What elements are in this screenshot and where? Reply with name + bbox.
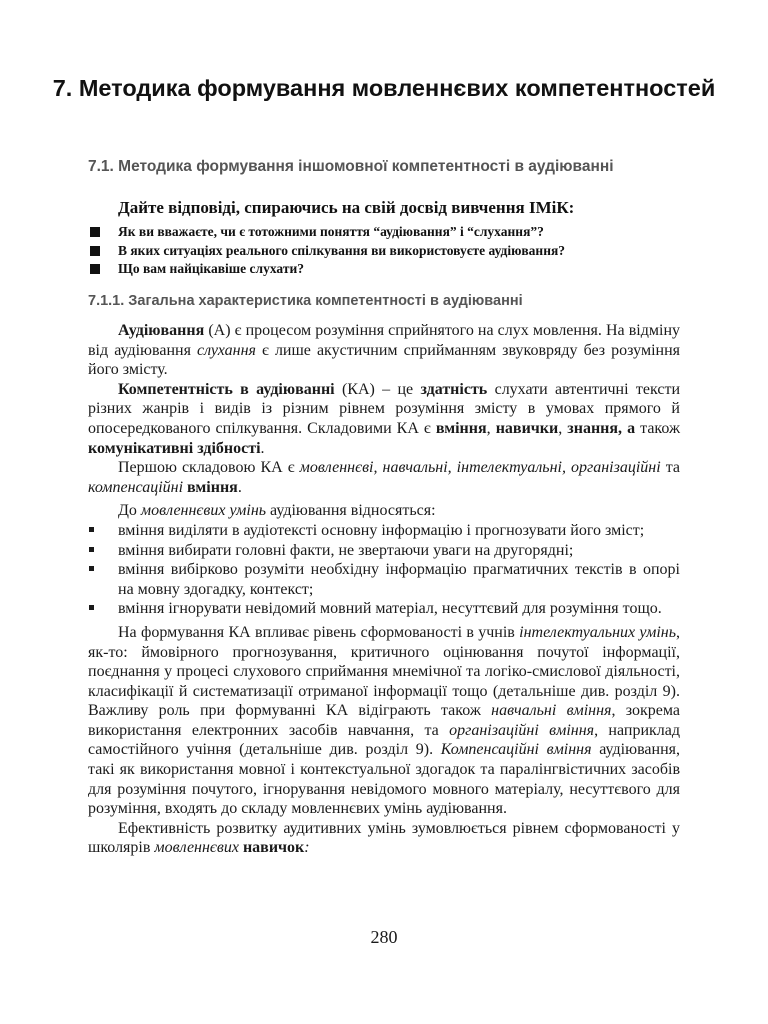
list-item: [88, 521, 680, 541]
bullet-icon: [89, 527, 94, 532]
term-italic: мовленнєві, навчальні, інтелектуальні, організаційні: [299, 459, 661, 477]
term-bold: знання,: [567, 419, 623, 437]
square-bullet-icon: [90, 264, 100, 274]
text: (КА) – це: [334, 380, 421, 398]
term-italic: мовленнєвих: [154, 839, 239, 857]
page-number: 280: [370, 927, 398, 947]
list-item: [88, 541, 680, 561]
paragraph-first-component: [88, 458, 680, 497]
text: .: [237, 478, 242, 496]
bullet-icon: [89, 547, 94, 552]
section-title: 7.1. Методика формування іншомовної компетентності в аудіюванні: [88, 158, 614, 175]
question-item: [88, 242, 688, 261]
paragraph-competence-definition: [88, 380, 680, 458]
paragraph-effectiveness: [88, 819, 680, 858]
bullet-icon: [89, 605, 94, 610]
reflection-questions: [88, 198, 688, 279]
text: (А) є процесом розуміння сприйнятого на слух мовлення. На відміну від аудіювання: [88, 322, 680, 359]
question-text: Як ви вважаєте, чи є тотожними поняття “аудіювання” і “слухання”?: [118, 224, 544, 239]
paragraph-speech-skills-intro: [88, 501, 680, 521]
term-italic: навчальні вміння: [491, 702, 612, 720]
paragraph-intellectual-skills: [88, 623, 680, 819]
text: також: [635, 419, 681, 437]
speech-skills-list: [88, 521, 680, 619]
text: На формування КА впливає рівень сформованості в учнів: [118, 623, 520, 641]
text: :: [304, 839, 310, 857]
question-text: В яких ситуаціях реального спілкування ви використовуєте аудіювання?: [118, 242, 566, 258]
text: .: [260, 439, 265, 457]
text: , зокрема використання електронних засобів навчання, та: [88, 702, 680, 739]
text: Ефективність розвитку аудитивних умінь зумовлюється рівнем сформованості у школярів: [88, 819, 680, 857]
square-bullet-icon: [90, 246, 100, 256]
term-bold: навичок: [242, 839, 305, 857]
term-italic: мовленнєвих умінь: [140, 502, 267, 520]
text: Першою складовою КА є: [118, 459, 300, 477]
question-item: [88, 260, 688, 279]
text: аудіювання, такі як використання мовної і контекстуальної здогадок та паралінгвістичних засобів для розуміння почутого, ігнорування невідомого мовного матеріалу, несуттєвого для розуміння, входять до складу мовленнєвих умінь аудіювання.: [88, 741, 681, 818]
term-italic: організаційні вміння: [449, 721, 595, 739]
text: , наприклад самостійного учіння (детальніше див. розділ 9).: [88, 721, 681, 759]
paragraph-listening-definition: [88, 321, 680, 380]
term-bold: вміння: [187, 478, 238, 496]
term-bold: здатність: [420, 380, 488, 398]
term-italic: слухання: [197, 341, 256, 359]
term-bold: комунікативні здібності: [88, 439, 261, 457]
list-item: [88, 599, 680, 619]
term-italic: інтелектуальних умінь: [519, 623, 677, 641]
question-text: Що вам найцікавіше слухати?: [118, 261, 304, 276]
term-bold: Аудіювання: [118, 322, 205, 339]
list-item-text: вміння вибирати головні факти, не звертаючи уваги на другорядні;: [118, 541, 574, 559]
text: та: [660, 459, 680, 477]
square-bullet-icon: [90, 227, 100, 237]
bullet-icon: [89, 566, 94, 571]
text: ,: [558, 419, 568, 437]
chapter-title: 7. Методика формування мовленнєвих компетентностей: [52, 75, 716, 101]
list-item: [88, 560, 680, 599]
term-italic: компенсаційні: [88, 478, 184, 496]
subsection-title: 7.1.1. Загальна характеристика компетентності в аудіюванні: [88, 293, 523, 309]
list-item-text: вміння ігнорувати невідомий мовний матеріал, несуттєвий для розуміння тощо.: [118, 600, 662, 618]
term-bold: а: [627, 419, 636, 437]
text: є лише акустичним сприйманням звуковряду без розуміння його змісту.: [88, 341, 681, 379]
body-text: [88, 321, 680, 858]
text: До: [118, 502, 141, 520]
list-item-text: вміння виділяти в аудіотексті основну інформацію і прогнозувати його зміст;: [118, 521, 645, 539]
text: слухати автентичні тексти різних жанрів і видів із різним рівнем розуміння змісту в умовах прямого й опосередкованого спілкування. Складовими КА є: [88, 380, 681, 437]
question-item: [88, 223, 688, 242]
term-italic: Компенсаційні вміння: [440, 741, 592, 759]
list-item-text: вміння вибірково розуміти необхідну інформацію прагматичних текстів в опорі на мовну здогадку, контекст;: [118, 561, 680, 598]
questions-heading: Дайте відповіді, спираючись на свій досвід вивчення ІМіК:: [118, 198, 575, 217]
term-bold: вміння: [435, 419, 487, 437]
text: ,: [486, 419, 496, 437]
term-bold: навички: [495, 419, 559, 437]
text: аудіювання відносяться:: [266, 502, 436, 520]
term-bold: Компетентність в аудіюванні: [118, 380, 335, 398]
text: , як-то: ймовірного прогнозування, критичного оцінювання почутої інформації, поєднання у процесі слухового сприймання мнемічної та логіко-смислової діяльності, класифікації й систематизації отриманої інформації тощо (детальніше див. розділ 9). Важливу роль при формуванні КА відіграють також: [88, 623, 681, 720]
